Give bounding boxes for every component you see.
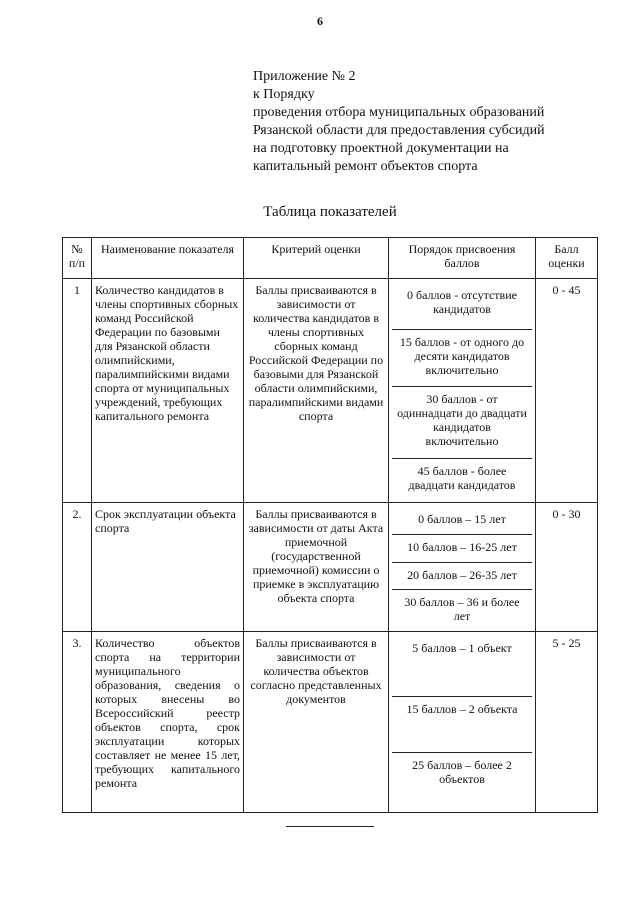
header-name: Наименование показателя: [92, 238, 244, 279]
table-header-row: [63, 238, 598, 279]
row-number: 2.: [63, 503, 92, 632]
appendix-line: проведения отбора муниципальных образований: [253, 105, 545, 120]
header-num: № п/п: [63, 238, 92, 279]
appendix-line: на подготовку проектной документации на: [253, 141, 509, 156]
points-procedure: [389, 632, 536, 813]
score-range: 5 - 25: [536, 632, 598, 813]
points-option: 0 баллов – 15 лет: [418, 512, 506, 526]
points-option: 30 баллов – 36 и более лет: [392, 589, 532, 627]
table-row: [63, 503, 598, 632]
score-range: 0 - 30: [536, 503, 598, 632]
appendix-heading: [253, 68, 613, 176]
row-number: 3.: [63, 632, 92, 813]
points-option: 25 баллов – более 2 объектов: [392, 752, 532, 808]
header-criterion: Критерий оценки: [244, 238, 389, 279]
indicator-name: Срок эксплуатации объекта спорта: [92, 503, 244, 632]
points-option: 20 баллов – 26-35 лет: [392, 562, 532, 589]
points-option: 30 баллов - от одиннадцати до двадцати кандидатов включительно: [392, 386, 532, 458]
evaluation-criterion: Баллы присваиваются в зависимости от количества объектов согласно представленных документов: [244, 632, 389, 813]
indicator-name: Количество объектов спорта на территории муниципального образования, сведения о которых внесены во Всероссийский реестр объектов спорта, срок эксплуатации которых составляет не менее 15 лет, требующих капитального ремонта: [92, 632, 244, 813]
appendix-line: к Порядку: [253, 87, 315, 102]
header-score: Балл оценки: [536, 238, 598, 279]
points-option: 45 баллов - более двадцати кандидатов: [392, 458, 532, 498]
table-row: [63, 632, 598, 813]
score-range: 0 - 45: [536, 279, 598, 503]
points-option: 15 баллов – 2 объекта: [392, 696, 532, 752]
appendix-line: Приложение № 2: [253, 69, 356, 84]
points-procedure: [389, 503, 536, 632]
points-option: 0 баллов - отсутствие кандидатов: [407, 288, 517, 316]
points-procedure: [389, 279, 536, 503]
points-option: 5 баллов – 1 объект: [412, 641, 512, 655]
indicator-name: Количество кандидатов в члены спортивных сборных команд Российской Федерации по базовыми для Рязанской области олимпийскими, паралимпийскими видами спорта от муниципальных учреждений, требующих капитального ремонта: [92, 279, 244, 503]
evaluation-criterion: Баллы присваиваются в зависимости от даты Акта приемочной (государственной приемочной) комиссии о приемке в эксплуатацию объекта спорта: [244, 503, 389, 632]
page-number: 6: [317, 14, 323, 28]
row-number: 1: [63, 279, 92, 503]
points-option: 10 баллов – 16-25 лет: [392, 534, 532, 562]
points-option: 15 баллов - от одного до десяти кандидатов включительно: [392, 329, 532, 386]
appendix-line: Рязанской области для предоставления субсидий: [253, 123, 545, 138]
indicators-table: [62, 237, 598, 813]
header-procedure: Порядок присвоения баллов: [389, 238, 536, 279]
table-row: [63, 279, 598, 503]
table-title: Таблица показателей: [263, 204, 397, 220]
closing-rule: [286, 826, 374, 827]
evaluation-criterion: Баллы присваиваются в зависимости от количества кандидатов в члены спортивных сборных команд Российской Федерации по базовыми для Рязанской области олимпийскими, паралимпийскими видами спорта: [244, 279, 389, 503]
appendix-line: капитальный ремонт объектов спорта: [253, 159, 478, 174]
